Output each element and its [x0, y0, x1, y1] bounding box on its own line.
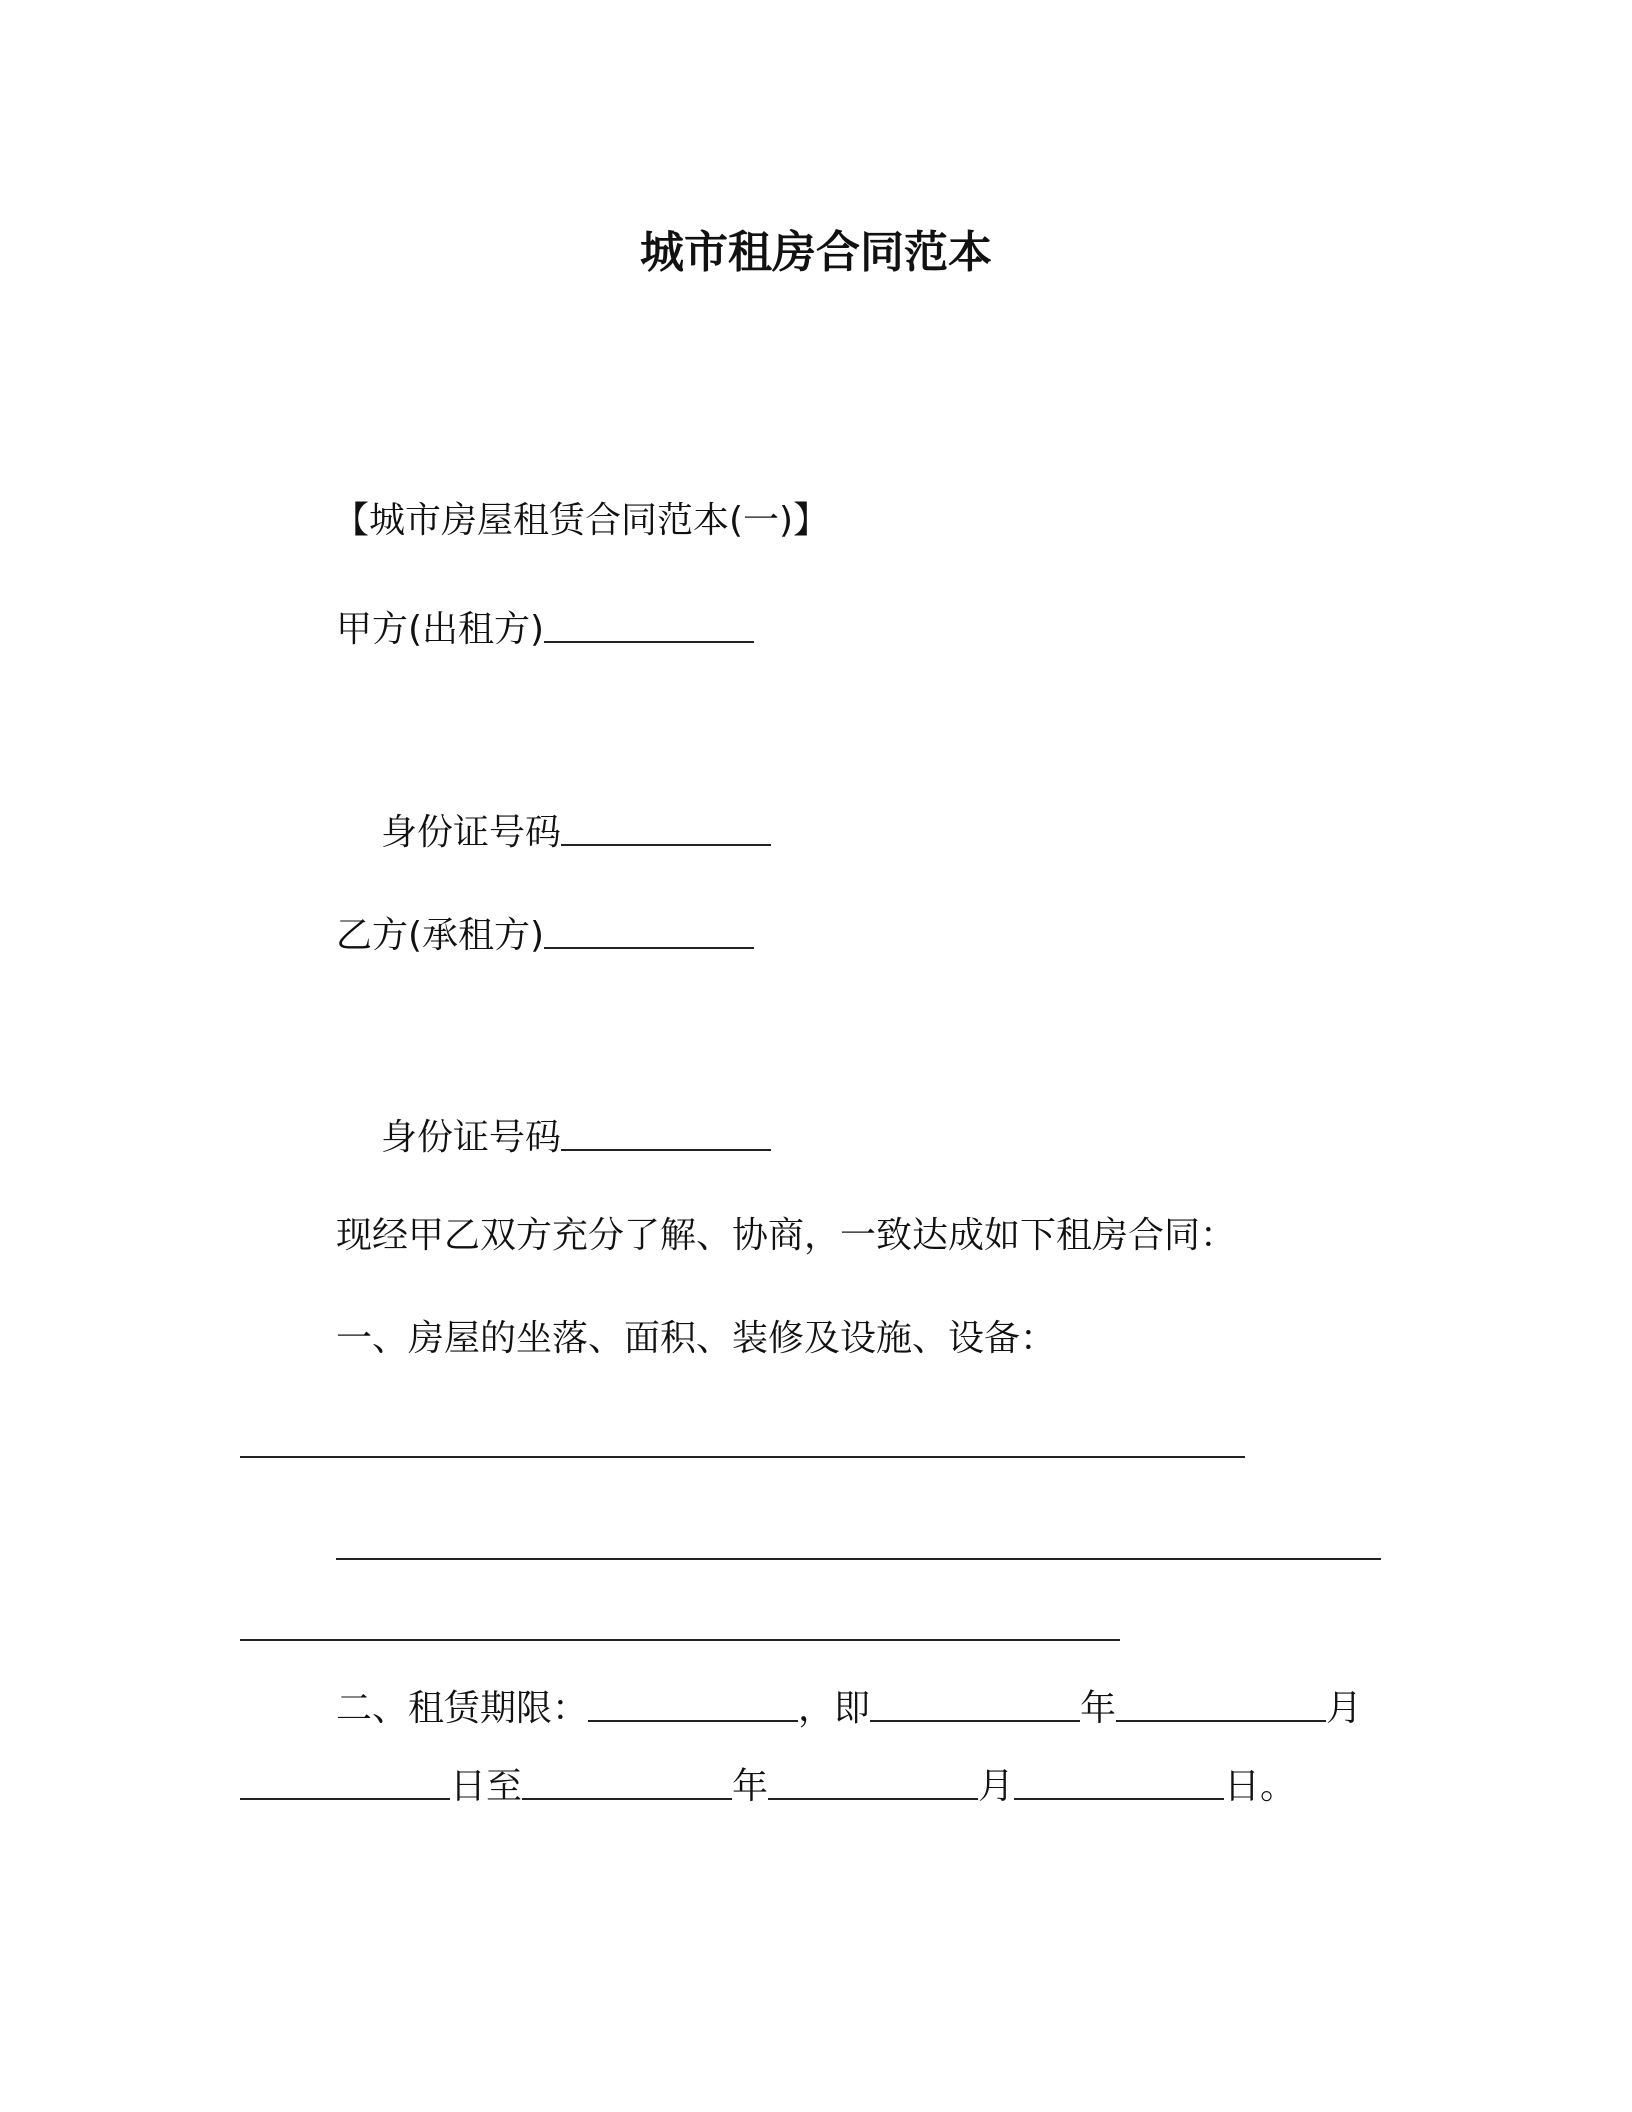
clause1-field-3[interactable]	[240, 1603, 1120, 1641]
clause2-line-2	[240, 1760, 1296, 1809]
party-a-id-line	[381, 806, 771, 855]
party-a-label: 甲方(出租方)	[336, 609, 545, 650]
clause2-line-1	[336, 1682, 1362, 1731]
party-b-id-field[interactable]	[561, 1113, 771, 1151]
clause1-blank-line-2	[336, 1520, 1381, 1569]
start-day-field[interactable]	[240, 1762, 450, 1800]
document-title: 城市租房合同范本	[640, 227, 992, 278]
party-b-name-field[interactable]	[544, 911, 754, 949]
clause2-month1: 月	[1326, 1688, 1363, 1729]
clause1-field-2[interactable]	[336, 1522, 1381, 1560]
end-year-field[interactable]	[522, 1762, 732, 1800]
clause1-field-1[interactable]	[240, 1420, 1245, 1458]
party-a-name-field[interactable]	[544, 605, 754, 643]
party-a-id-label: 身份证号码	[381, 812, 562, 853]
section-heading: 【城市房屋租赁合同范本(一)】	[333, 500, 830, 541]
party-b-label: 乙方(承租方)	[336, 915, 545, 956]
clause2-day2: 日。	[1224, 1766, 1297, 1807]
start-year-field[interactable]	[870, 1684, 1080, 1722]
clause1-heading: 一、房屋的坐落、面积、装修及设施、设备：	[336, 1318, 1057, 1359]
party-b-line	[336, 909, 754, 958]
party-a-line	[336, 603, 754, 652]
clause2-sep-ji: ，即	[798, 1688, 871, 1729]
party-a-id-field[interactable]	[561, 808, 771, 846]
clause1-blank-line-3	[240, 1601, 1120, 1650]
clause2-year1: 年	[1080, 1688, 1117, 1729]
clause2-day1-to: 日至	[450, 1766, 523, 1807]
party-b-id-line	[381, 1111, 771, 1160]
party-b-id-label: 身份证号码	[381, 1117, 562, 1158]
clause2-month2: 月	[978, 1766, 1015, 1807]
end-day-field[interactable]	[1014, 1762, 1224, 1800]
intro-paragraph: 现经甲乙双方充分了解、协商，一致达成如下租房合同：	[336, 1215, 1237, 1256]
start-month-field[interactable]	[1116, 1684, 1326, 1722]
clause2-year2: 年	[732, 1766, 769, 1807]
lease-term-field[interactable]	[588, 1684, 798, 1722]
end-month-field[interactable]	[768, 1762, 978, 1800]
clause1-blank-line-1	[240, 1418, 1245, 1467]
clause2-prefix: 二、租赁期限：	[336, 1688, 589, 1729]
